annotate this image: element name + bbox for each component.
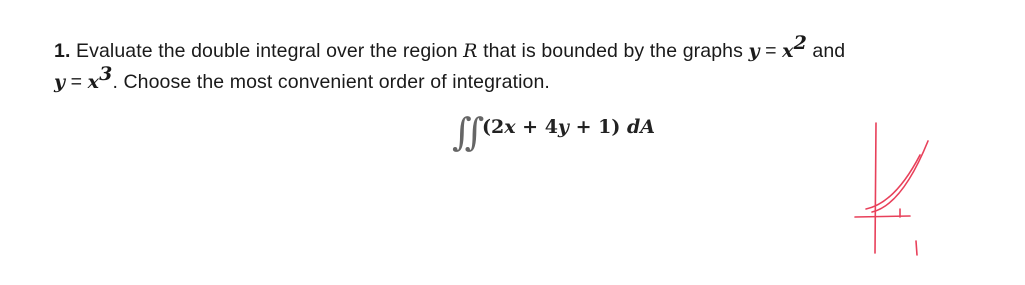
sketch-tick-below	[916, 241, 917, 255]
curve2-equals: =	[65, 71, 88, 93]
integrand-expression: (2x + 4y + 1) dA	[482, 116, 655, 138]
area-element: dA	[626, 116, 655, 138]
sketch-x-axis	[855, 216, 910, 217]
curve2-exponent: 3	[99, 62, 113, 85]
problem-number: 1.	[54, 40, 71, 62]
sketch-curve-2	[872, 141, 928, 212]
curve2-lhs: y	[54, 71, 66, 93]
double-integral-symbol: ∬	[452, 110, 475, 154]
curve2-base: x	[87, 71, 100, 93]
sketch-curve	[866, 155, 920, 209]
curve1-exponent: 2	[793, 31, 807, 54]
curve1-base: x	[782, 40, 794, 62]
problem-text-mid: that is bounded by the graphs	[477, 40, 749, 62]
handwritten-sketch	[850, 113, 930, 263]
problem-text-start: Evaluate the double integral over the region	[70, 40, 464, 62]
problem-text-and: and	[806, 40, 846, 62]
problem-text-end: . Choose the most convenient order of integration.	[112, 71, 550, 93]
curve1-lhs: y	[748, 40, 760, 62]
problem-line-2	[54, 62, 550, 94]
curve1-equals: =	[759, 40, 783, 62]
problem-line-1	[54, 31, 846, 63]
sketch-y-axis	[875, 123, 876, 253]
region-variable: R	[463, 40, 478, 62]
